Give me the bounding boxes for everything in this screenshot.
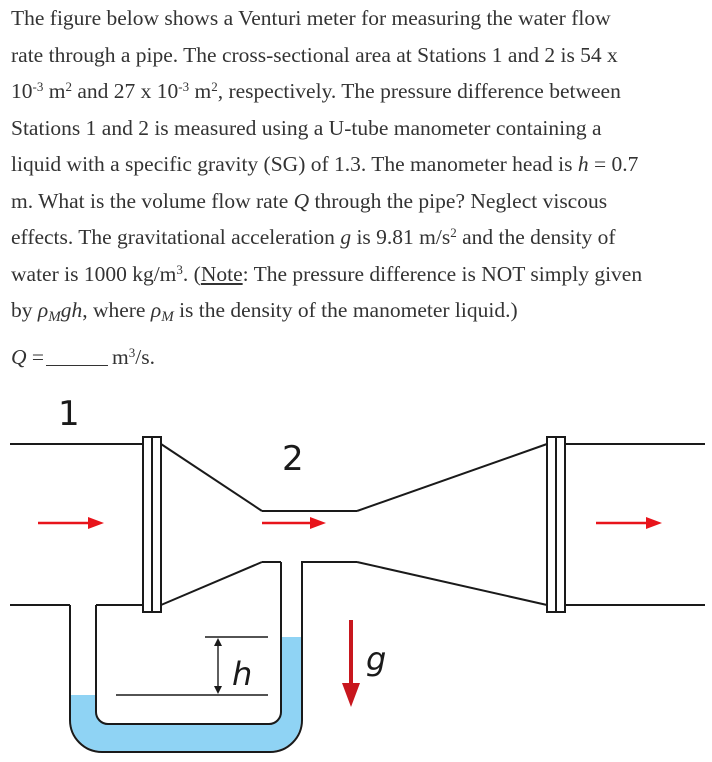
gravity-label: g — [366, 640, 387, 678]
head-label: h — [232, 655, 253, 693]
converging-top-wall — [161, 444, 262, 511]
problem-line-1: The figure below shows a Venturi meter for measuring the water flow — [11, 6, 611, 30]
head-arrow-down — [214, 686, 222, 694]
utube-inner-wall — [96, 562, 281, 724]
problem-line-8: water is 1000 $kg/m^3$. (Note: The pressure difference is NOT simply given — [11, 261, 643, 286]
station-1-label: 1 — [58, 394, 80, 434]
problem-statement — [11, 0, 712, 329]
flow-arrow-throat-head — [310, 517, 326, 529]
diverging-top-wall — [357, 444, 547, 511]
answer-blank[interactable] — [46, 347, 108, 366]
converging-bottom-wall — [161, 562, 262, 605]
problem-line-3: $10^{-3}$ $m^2$ and 27 x $10^{-3}$ $m^2$, respectively. The pressure difference between — [11, 79, 621, 103]
flow-arrow-inlet-head — [88, 517, 104, 529]
problem-line-4: Stations 1 and 2 is measured using a U-tube manometer containing a — [11, 115, 602, 140]
head-arrow-up — [214, 638, 222, 646]
station-2-label: 2 — [282, 439, 304, 479]
gravity-arrow-head — [342, 683, 360, 707]
answer-symbol: Q — [11, 345, 27, 369]
pipe-outline — [10, 437, 705, 752]
flow-arrow-outlet-head — [646, 517, 662, 529]
venturi-meter-figure — [0, 380, 712, 762]
diverging-bottom-wall — [357, 562, 547, 605]
flow-arrows — [38, 517, 662, 529]
problem-line-2: rate through a pipe. The cross-sectional area at Stations 1 and 2 is 54 x — [11, 42, 618, 67]
manometer-liquid — [71, 637, 301, 751]
answer-row: $Q = m^3/s$. — [11, 345, 155, 369]
problem-line-6: m. What is the volume flow rate Q through the pipe? Neglect viscous — [11, 188, 608, 213]
problem-line-7: effects. The gravitational acceleration g is 9.81 $m/s^2$ and the density of — [11, 225, 616, 249]
note-label: Note — [200, 261, 243, 286]
problem-line-9: by ρMgh, where ρM is the density of the manometer liquid.) — [11, 298, 518, 325]
problem-line-5: liquid with a specific gravity (SG) of 1.3. The manometer head is h = 0.7 — [11, 152, 639, 176]
